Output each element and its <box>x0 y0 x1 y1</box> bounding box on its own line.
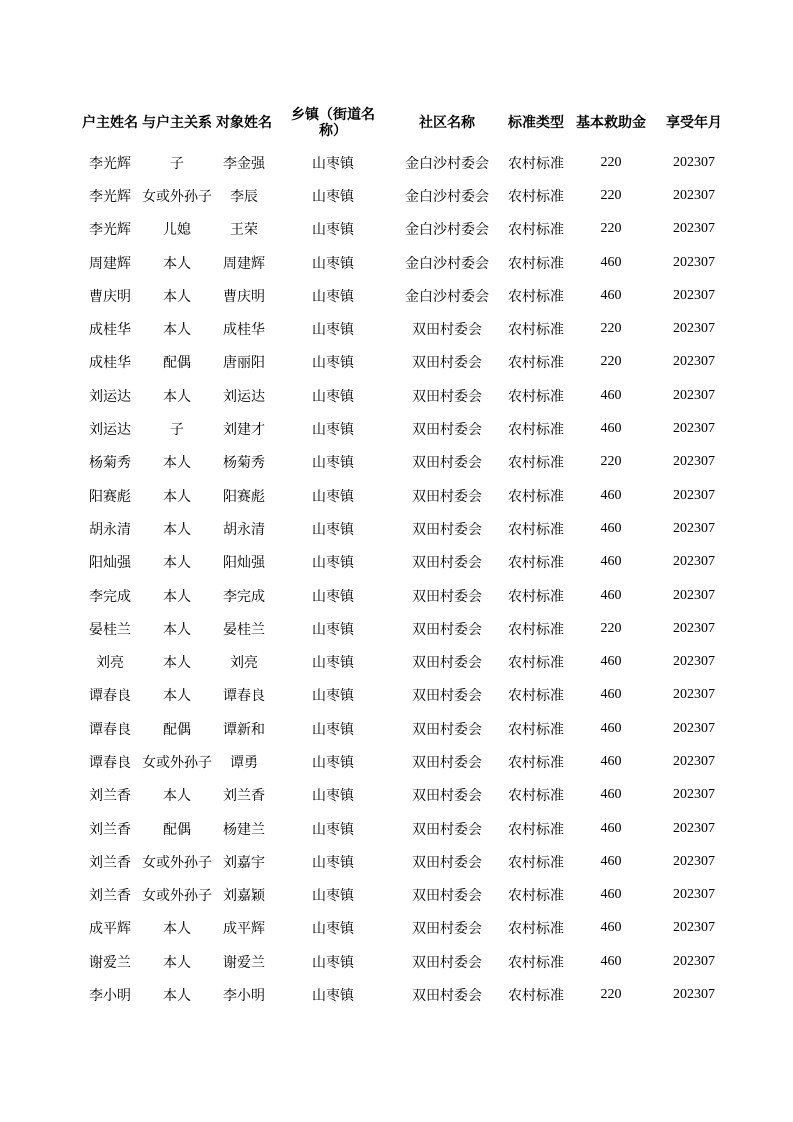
period-cell: 202307 <box>673 953 715 969</box>
amount-cell: 460 <box>600 287 622 303</box>
community-cell: 双田村委会 <box>412 588 482 605</box>
relation-cell: 本人 <box>163 621 191 638</box>
community-cell: 金白沙村委会 <box>405 188 489 205</box>
community-cell: 双田村委会 <box>412 754 482 771</box>
township-cell: 山枣镇 <box>312 155 354 172</box>
period-cell: 202307 <box>673 587 715 603</box>
standard-type-cell: 农村标准 <box>508 754 564 771</box>
amount-cell: 460 <box>600 587 622 603</box>
table-row <box>78 978 734 1011</box>
table-row <box>78 312 734 345</box>
standard-type-cell: 农村标准 <box>508 388 564 405</box>
recipient-name-cell: 谭新和 <box>223 721 265 738</box>
township-cell: 山枣镇 <box>312 588 354 605</box>
householder-name-cell: 成桂华 <box>89 355 131 372</box>
householder-name-cell: 谭春良 <box>89 754 131 771</box>
amount-cell: 220 <box>600 221 622 237</box>
amount-cell: 460 <box>600 554 622 570</box>
relation-cell: 本人 <box>163 588 191 605</box>
table-body <box>78 146 734 1012</box>
township-cell: 山枣镇 <box>312 255 354 272</box>
standard-type-cell: 农村标准 <box>508 322 564 339</box>
community-cell: 双田村委会 <box>412 555 482 572</box>
township-cell: 山枣镇 <box>312 988 354 1005</box>
table-row <box>78 512 734 545</box>
community-cell: 双田村委会 <box>412 821 482 838</box>
recipient-name-cell: 杨菊秀 <box>223 455 265 472</box>
amount-cell: 460 <box>600 720 622 736</box>
amount-cell: 460 <box>600 787 622 803</box>
recipient-name-cell: 杨建兰 <box>223 821 265 838</box>
community-cell: 双田村委会 <box>412 355 482 372</box>
period-cell: 202307 <box>673 620 715 636</box>
householder-name-cell: 谭春良 <box>89 688 131 705</box>
community-cell: 双田村委会 <box>412 322 482 339</box>
township-cell: 山枣镇 <box>312 521 354 538</box>
recipient-name-cell: 阳赛彪 <box>223 488 265 505</box>
standard-type-cell: 农村标准 <box>508 821 564 838</box>
householder-name-cell: 李完成 <box>89 588 131 605</box>
relation-cell: 本人 <box>163 288 191 305</box>
township-cell: 山枣镇 <box>312 721 354 738</box>
recipient-name-cell: 谭勇 <box>230 754 258 771</box>
amount-cell: 460 <box>600 520 622 536</box>
standard-type-cell: 农村标准 <box>508 422 564 439</box>
amount-cell: 220 <box>600 154 622 170</box>
table-row <box>78 346 734 379</box>
township-cell: 山枣镇 <box>312 921 354 938</box>
amount-cell: 460 <box>600 920 622 936</box>
township-cell: 山枣镇 <box>312 188 354 205</box>
amount-cell: 460 <box>600 753 622 769</box>
period-cell: 202307 <box>673 853 715 869</box>
table-row <box>78 479 734 512</box>
period-cell: 202307 <box>673 520 715 536</box>
householder-name-cell: 曹庆明 <box>89 288 131 305</box>
standard-type-cell: 农村标准 <box>508 621 564 638</box>
table-row <box>78 446 734 479</box>
standard-type-cell: 农村标准 <box>508 222 564 239</box>
recipient-name-cell: 成平辉 <box>223 921 265 938</box>
recipient-name-cell: 刘兰香 <box>223 788 265 805</box>
header-cell: 户主姓名 <box>82 115 138 131</box>
recipient-name-cell: 刘建才 <box>223 422 265 439</box>
period-cell: 202307 <box>673 687 715 703</box>
recipient-name-cell: 曹庆明 <box>223 288 265 305</box>
householder-name-cell: 谢爱兰 <box>89 954 131 971</box>
relation-cell: 本人 <box>163 788 191 805</box>
standard-type-cell: 农村标准 <box>508 288 564 305</box>
period-cell: 202307 <box>673 787 715 803</box>
community-cell: 双田村委会 <box>412 488 482 505</box>
community-cell: 双田村委会 <box>412 721 482 738</box>
township-cell: 山枣镇 <box>312 688 354 705</box>
township-cell: 山枣镇 <box>312 655 354 672</box>
table-row <box>78 546 734 579</box>
township-cell: 山枣镇 <box>312 288 354 305</box>
relation-cell: 儿媳 <box>163 222 191 239</box>
township-cell: 山枣镇 <box>312 854 354 871</box>
householder-name-cell: 阳灿强 <box>89 555 131 572</box>
amount-cell: 220 <box>600 354 622 370</box>
recipient-name-cell: 胡永清 <box>223 521 265 538</box>
table-row <box>78 779 734 812</box>
community-cell: 双田村委会 <box>412 455 482 472</box>
table-row <box>78 645 734 678</box>
standard-type-cell: 农村标准 <box>508 155 564 172</box>
householder-name-cell: 晏桂兰 <box>89 621 131 638</box>
table-row <box>78 213 734 246</box>
standard-type-cell: 农村标准 <box>508 721 564 738</box>
standard-type-cell: 农村标准 <box>508 988 564 1005</box>
relation-cell: 本人 <box>163 322 191 339</box>
table-row <box>78 279 734 312</box>
standard-type-cell: 农村标准 <box>508 255 564 272</box>
householder-name-cell: 杨菊秀 <box>89 455 131 472</box>
relation-cell: 本人 <box>163 488 191 505</box>
table-row <box>78 246 734 279</box>
amount-cell: 220 <box>600 321 622 337</box>
relation-cell: 配偶 <box>163 355 191 372</box>
amount-cell: 220 <box>600 454 622 470</box>
table-row <box>78 845 734 878</box>
period-cell: 202307 <box>673 920 715 936</box>
relation-cell: 子 <box>170 155 184 172</box>
table-row <box>78 612 734 645</box>
period-cell: 202307 <box>673 221 715 237</box>
relation-cell: 本人 <box>163 455 191 472</box>
relation-cell: 本人 <box>163 655 191 672</box>
header-cell: 乡镇（街道名称） <box>291 107 375 139</box>
amount-cell: 220 <box>600 187 622 203</box>
householder-name-cell: 李光辉 <box>89 222 131 239</box>
recipient-name-cell: 谢爱兰 <box>223 954 265 971</box>
standard-type-cell: 农村标准 <box>508 455 564 472</box>
amount-cell: 460 <box>600 421 622 437</box>
householder-name-cell: 刘兰香 <box>89 888 131 905</box>
table-row <box>78 712 734 745</box>
relation-cell: 本人 <box>163 688 191 705</box>
table-row <box>78 812 734 845</box>
period-cell: 202307 <box>673 720 715 736</box>
standard-type-cell: 农村标准 <box>508 788 564 805</box>
township-cell: 山枣镇 <box>312 355 354 372</box>
householder-name-cell: 成平辉 <box>89 921 131 938</box>
recipient-name-cell: 刘亮 <box>230 655 258 672</box>
period-cell: 202307 <box>673 654 715 670</box>
township-cell: 山枣镇 <box>312 322 354 339</box>
relation-cell: 子 <box>170 422 184 439</box>
community-cell: 双田村委会 <box>412 655 482 672</box>
amount-cell: 460 <box>600 487 622 503</box>
recipient-name-cell: 李小明 <box>223 988 265 1005</box>
table-row <box>78 379 734 412</box>
header-cell: 基本救助金 <box>576 115 646 131</box>
relation-cell: 本人 <box>163 388 191 405</box>
table-row <box>78 179 734 212</box>
period-cell: 202307 <box>673 287 715 303</box>
table-row <box>78 579 734 612</box>
standard-type-cell: 农村标准 <box>508 521 564 538</box>
township-cell: 山枣镇 <box>312 222 354 239</box>
amount-cell: 460 <box>600 887 622 903</box>
period-cell: 202307 <box>673 454 715 470</box>
standard-type-cell: 农村标准 <box>508 188 564 205</box>
recipient-name-cell: 刘运达 <box>223 388 265 405</box>
period-cell: 202307 <box>673 354 715 370</box>
householder-name-cell: 刘亮 <box>96 655 124 672</box>
amount-cell: 460 <box>600 687 622 703</box>
township-cell: 山枣镇 <box>312 422 354 439</box>
householder-name-cell: 阳赛彪 <box>89 488 131 505</box>
standard-type-cell: 农村标准 <box>508 688 564 705</box>
relation-cell: 本人 <box>163 921 191 938</box>
amount-cell: 460 <box>600 654 622 670</box>
community-cell: 双田村委会 <box>412 854 482 871</box>
householder-name-cell: 刘兰香 <box>89 854 131 871</box>
community-cell: 双田村委会 <box>412 788 482 805</box>
recipient-name-cell: 唐丽阳 <box>223 355 265 372</box>
period-cell: 202307 <box>673 987 715 1003</box>
householder-name-cell: 刘兰香 <box>89 821 131 838</box>
relation-cell: 女或外孙子 <box>142 188 212 205</box>
assistance-roster-table <box>78 100 734 1012</box>
community-cell: 金白沙村委会 <box>405 288 489 305</box>
recipient-name-cell: 李辰 <box>230 188 258 205</box>
township-cell: 山枣镇 <box>312 455 354 472</box>
community-cell: 双田村委会 <box>412 688 482 705</box>
recipient-name-cell: 阳灿强 <box>223 555 265 572</box>
header-cell: 社区名称 <box>419 115 475 131</box>
amount-cell: 460 <box>600 820 622 836</box>
table-row <box>78 912 734 945</box>
community-cell: 双田村委会 <box>412 388 482 405</box>
township-cell: 山枣镇 <box>312 754 354 771</box>
recipient-name-cell: 晏桂兰 <box>223 621 265 638</box>
township-cell: 山枣镇 <box>312 388 354 405</box>
standard-type-cell: 农村标准 <box>508 488 564 505</box>
householder-name-cell: 李光辉 <box>89 155 131 172</box>
relation-cell: 女或外孙子 <box>142 888 212 905</box>
period-cell: 202307 <box>673 753 715 769</box>
relation-cell: 本人 <box>163 521 191 538</box>
table-row <box>78 679 734 712</box>
community-cell: 双田村委会 <box>412 988 482 1005</box>
standard-type-cell: 农村标准 <box>508 921 564 938</box>
township-cell: 山枣镇 <box>312 888 354 905</box>
householder-name-cell: 刘运达 <box>89 388 131 405</box>
amount-cell: 460 <box>600 853 622 869</box>
amount-cell: 460 <box>600 953 622 969</box>
community-cell: 双田村委会 <box>412 888 482 905</box>
standard-type-cell: 农村标准 <box>508 954 564 971</box>
township-cell: 山枣镇 <box>312 788 354 805</box>
community-cell: 金白沙村委会 <box>405 255 489 272</box>
table-row <box>78 412 734 445</box>
relation-cell: 本人 <box>163 954 191 971</box>
community-cell: 双田村委会 <box>412 621 482 638</box>
table-row <box>78 879 734 912</box>
householder-name-cell: 成桂华 <box>89 322 131 339</box>
standard-type-cell: 农村标准 <box>508 655 564 672</box>
period-cell: 202307 <box>673 321 715 337</box>
relation-cell: 配偶 <box>163 721 191 738</box>
period-cell: 202307 <box>673 187 715 203</box>
amount-cell: 220 <box>600 620 622 636</box>
relation-cell: 女或外孙子 <box>142 854 212 871</box>
householder-name-cell: 胡永清 <box>89 521 131 538</box>
community-cell: 双田村委会 <box>412 422 482 439</box>
householder-name-cell: 周建辉 <box>89 255 131 272</box>
table-row <box>78 945 734 978</box>
householder-name-cell: 刘运达 <box>89 422 131 439</box>
householder-name-cell: 刘兰香 <box>89 788 131 805</box>
header-cell: 享受年月 <box>666 115 722 131</box>
recipient-name-cell: 王荣 <box>230 222 258 239</box>
recipient-name-cell: 李金强 <box>223 155 265 172</box>
period-cell: 202307 <box>673 887 715 903</box>
amount-cell: 220 <box>600 987 622 1003</box>
table-row <box>78 146 734 179</box>
standard-type-cell: 农村标准 <box>508 355 564 372</box>
amount-cell: 460 <box>600 254 622 270</box>
standard-type-cell: 农村标准 <box>508 588 564 605</box>
period-cell: 202307 <box>673 820 715 836</box>
period-cell: 202307 <box>673 421 715 437</box>
standard-type-cell: 农村标准 <box>508 555 564 572</box>
recipient-name-cell: 成桂华 <box>223 322 265 339</box>
period-cell: 202307 <box>673 154 715 170</box>
relation-cell: 本人 <box>163 555 191 572</box>
period-cell: 202307 <box>673 554 715 570</box>
community-cell: 双田村委会 <box>412 921 482 938</box>
recipient-name-cell: 李完成 <box>223 588 265 605</box>
recipient-name-cell: 谭春良 <box>223 688 265 705</box>
header-cell: 标准类型 <box>508 115 564 131</box>
township-cell: 山枣镇 <box>312 621 354 638</box>
community-cell: 金白沙村委会 <box>405 222 489 239</box>
community-cell: 双田村委会 <box>412 521 482 538</box>
recipient-name-cell: 刘嘉宇 <box>223 854 265 871</box>
header-row <box>78 100 734 146</box>
recipient-name-cell: 周建辉 <box>223 255 265 272</box>
recipient-name-cell: 刘嘉颖 <box>223 888 265 905</box>
township-cell: 山枣镇 <box>312 488 354 505</box>
householder-name-cell: 李小明 <box>89 988 131 1005</box>
period-cell: 202307 <box>673 254 715 270</box>
header-cell: 对象姓名 <box>216 115 272 131</box>
township-cell: 山枣镇 <box>312 821 354 838</box>
community-cell: 双田村委会 <box>412 954 482 971</box>
community-cell: 金白沙村委会 <box>405 155 489 172</box>
standard-type-cell: 农村标准 <box>508 854 564 871</box>
township-cell: 山枣镇 <box>312 954 354 971</box>
standard-type-cell: 农村标准 <box>508 888 564 905</box>
header-cell: 与户主关系 <box>142 115 212 131</box>
relation-cell: 配偶 <box>163 821 191 838</box>
relation-cell: 本人 <box>163 988 191 1005</box>
householder-name-cell: 谭春良 <box>89 721 131 738</box>
table-row <box>78 745 734 778</box>
period-cell: 202307 <box>673 387 715 403</box>
period-cell: 202307 <box>673 487 715 503</box>
township-cell: 山枣镇 <box>312 555 354 572</box>
householder-name-cell: 李光辉 <box>89 188 131 205</box>
amount-cell: 460 <box>600 387 622 403</box>
relation-cell: 女或外孙子 <box>142 754 212 771</box>
relation-cell: 本人 <box>163 255 191 272</box>
